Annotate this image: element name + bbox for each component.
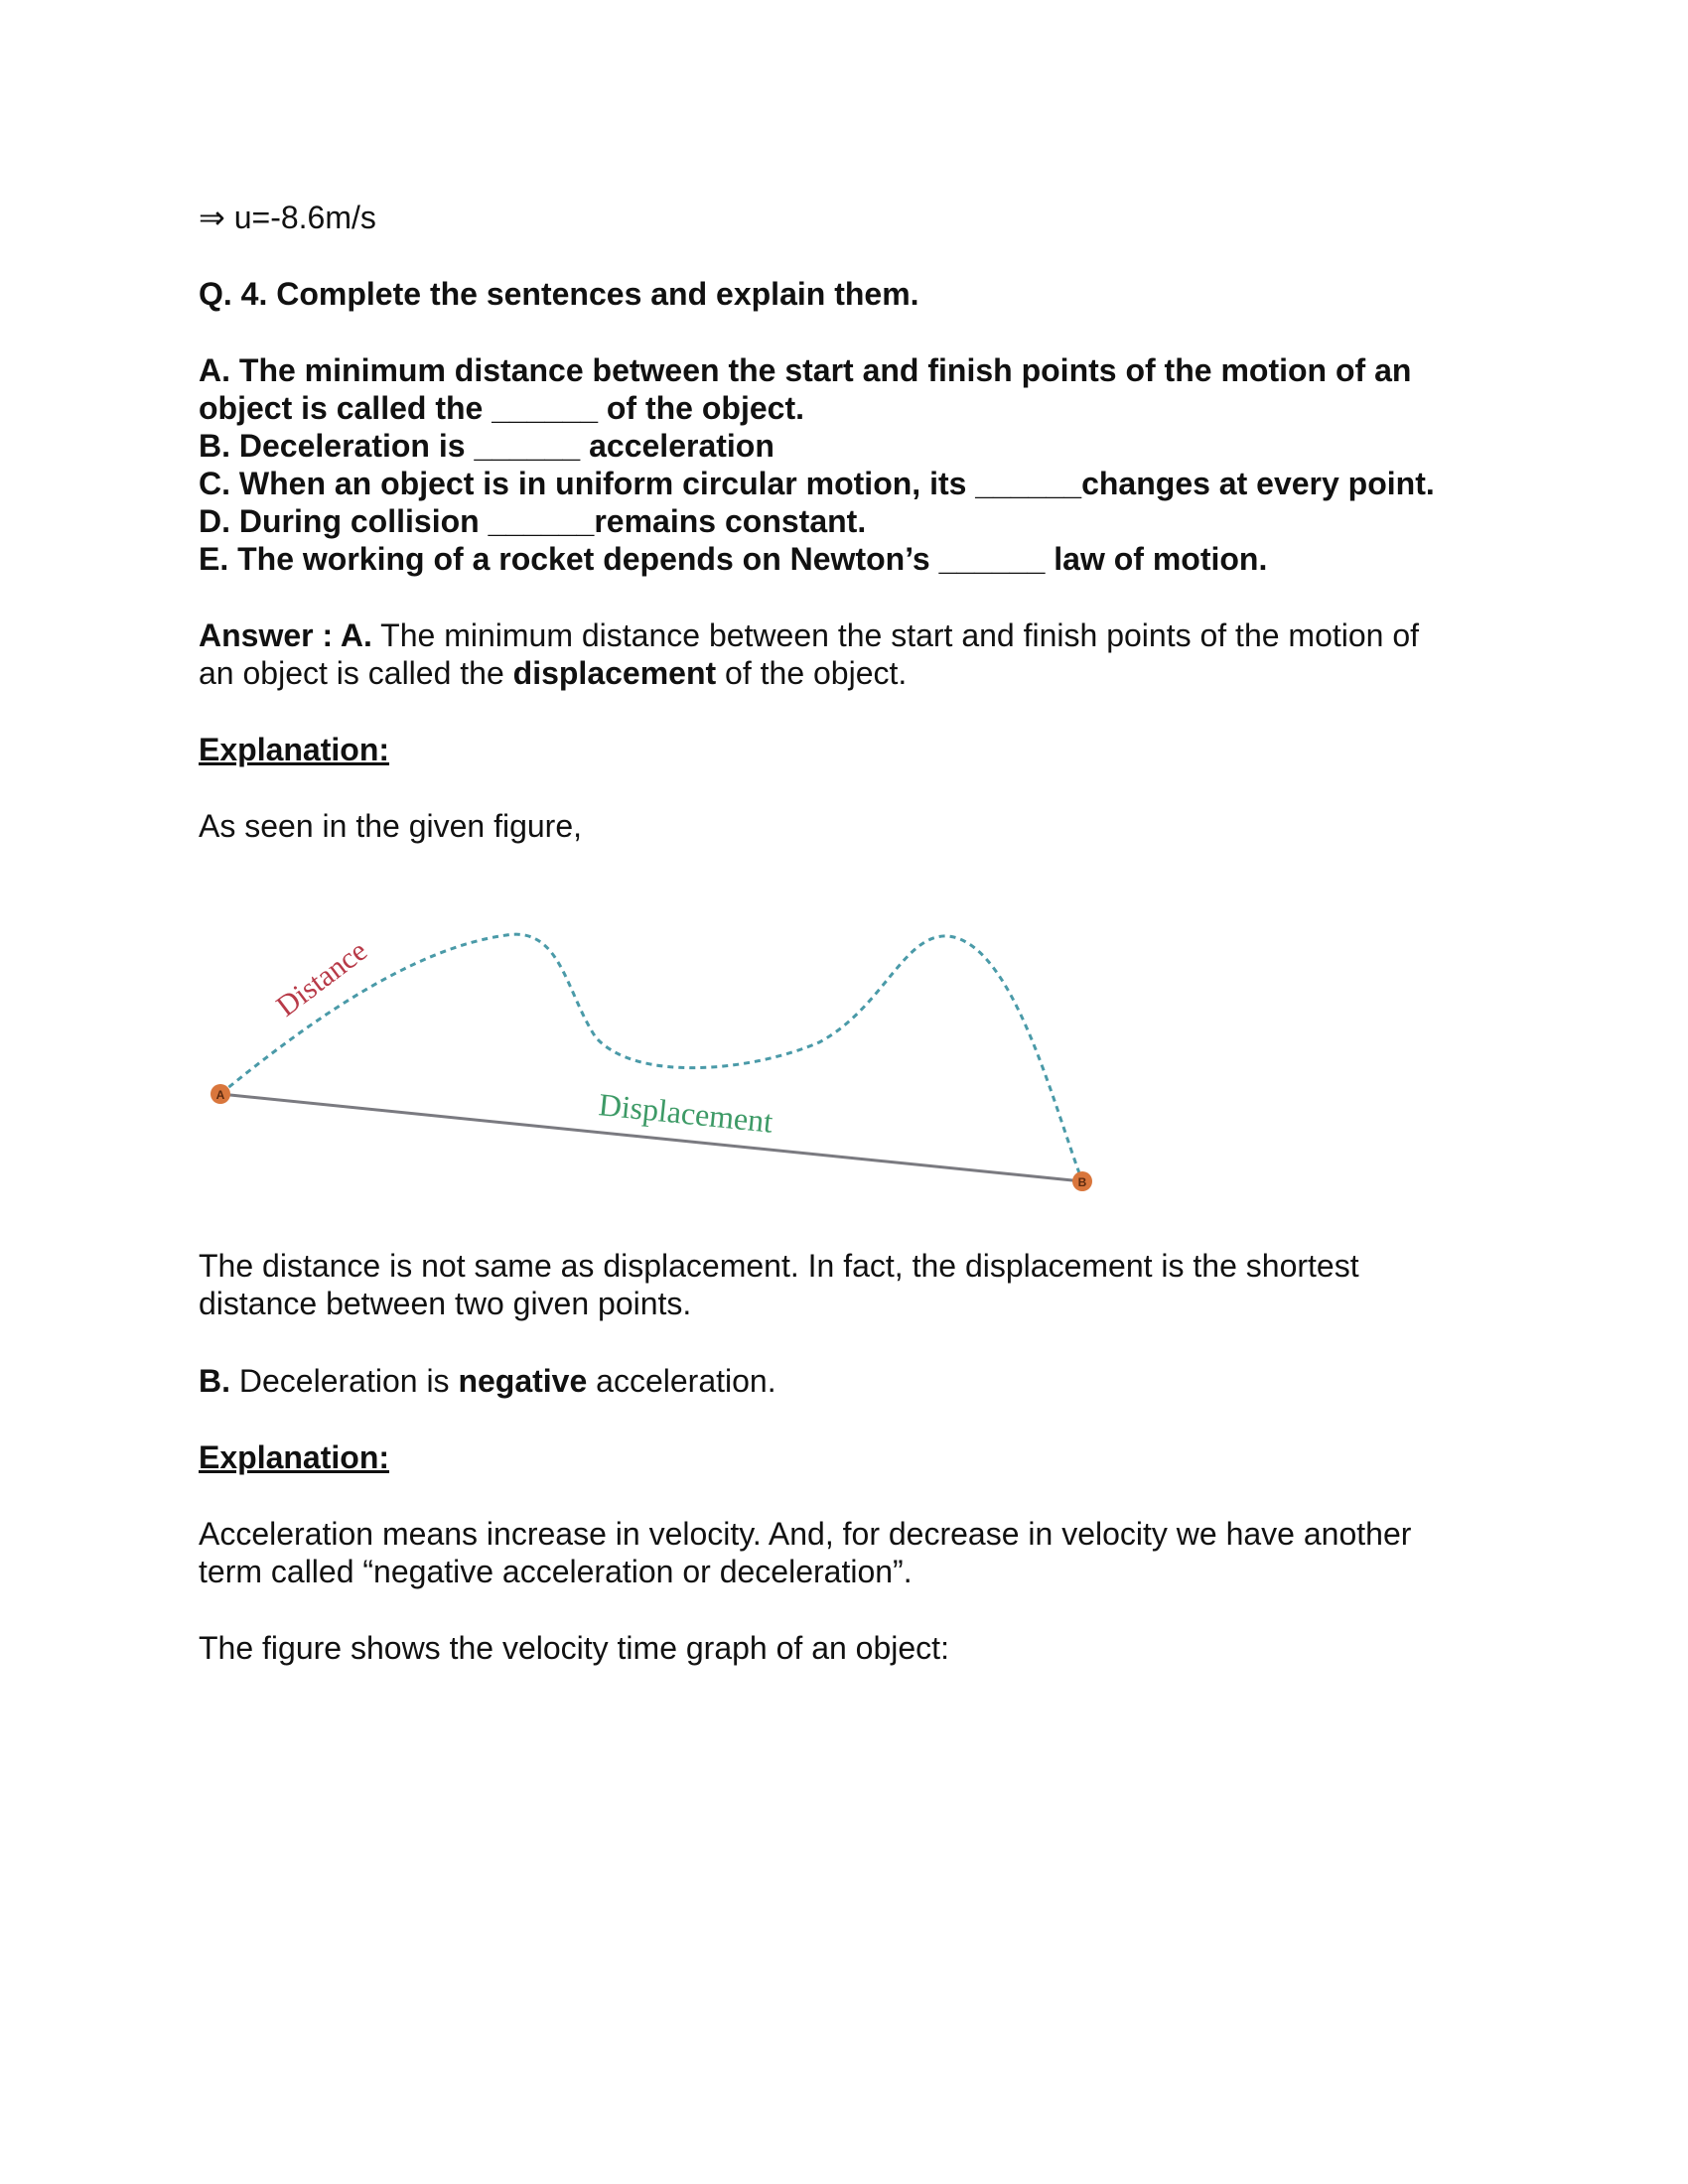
question-title: Q. 4. Complete the sentences and explain them. (199, 276, 919, 312)
question-item-a-line2: object is called the ______ of the object. (199, 390, 804, 426)
point-b-label: B (1077, 1175, 1087, 1189)
question-item-d: D. During collision ______remains constant. (199, 503, 867, 539)
answer-a-line2 (199, 654, 1529, 692)
result-line: ⇒ u=-8.6m/s (199, 200, 376, 235)
explanation-a-para-line1: The distance is not same as displacement. In fact, the displacement is the shortest (199, 1248, 1359, 1284)
answer-a-text: The minimum distance between the start and finish points of the motion of (371, 617, 1420, 653)
explanation-b-para-line1: Acceleration means increase in velocity. And, for decrease in velocity we have another (199, 1516, 1412, 1552)
explanation-b-para-line2: term called “negative acceleration or deceleration”. (199, 1554, 913, 1589)
answer-a-label: Answer : A. (199, 617, 372, 653)
answer-b-keyword: negative (458, 1363, 588, 1399)
answer-b-text-post: acceleration. (587, 1363, 776, 1399)
answer-a-line1 (199, 616, 1529, 654)
answer-a-text-post: of the object. (716, 655, 908, 691)
question-item-a-line1: A. The minimum distance between the start and finish points of the motion of an (199, 352, 1412, 388)
displacement-label: Displacement (597, 1086, 774, 1140)
distance-displacement-figure (199, 879, 1172, 1216)
velocity-graph-intro: The figure shows the velocity time graph of an object: (199, 1630, 949, 1666)
explanation-a-para-line2: distance between two given points. (199, 1286, 692, 1321)
distance-label: Distance (270, 934, 374, 1024)
answer-a-keyword: displacement (512, 655, 717, 691)
answer-b-text-pre: Deceleration is (230, 1363, 459, 1399)
explanation-a-heading: Explanation: (199, 732, 390, 767)
answer-a-text-pre: an object is called the (199, 655, 513, 691)
answer-b-line (199, 1362, 1529, 1400)
question-item-e: E. The working of a rocket depends on Newton’s ______ law of motion. (199, 541, 1268, 577)
question-item-b: B. Deceleration is ______ acceleration (199, 428, 774, 464)
question-item-c: C. When an object is in uniform circular motion, its ______changes at every point. (199, 466, 1435, 501)
explanation-b-heading: Explanation: (199, 1439, 390, 1475)
point-a-label: A (215, 1088, 225, 1102)
answer-b-label: B. (199, 1363, 230, 1399)
explanation-a-intro: As seen in the given figure, (199, 808, 583, 844)
